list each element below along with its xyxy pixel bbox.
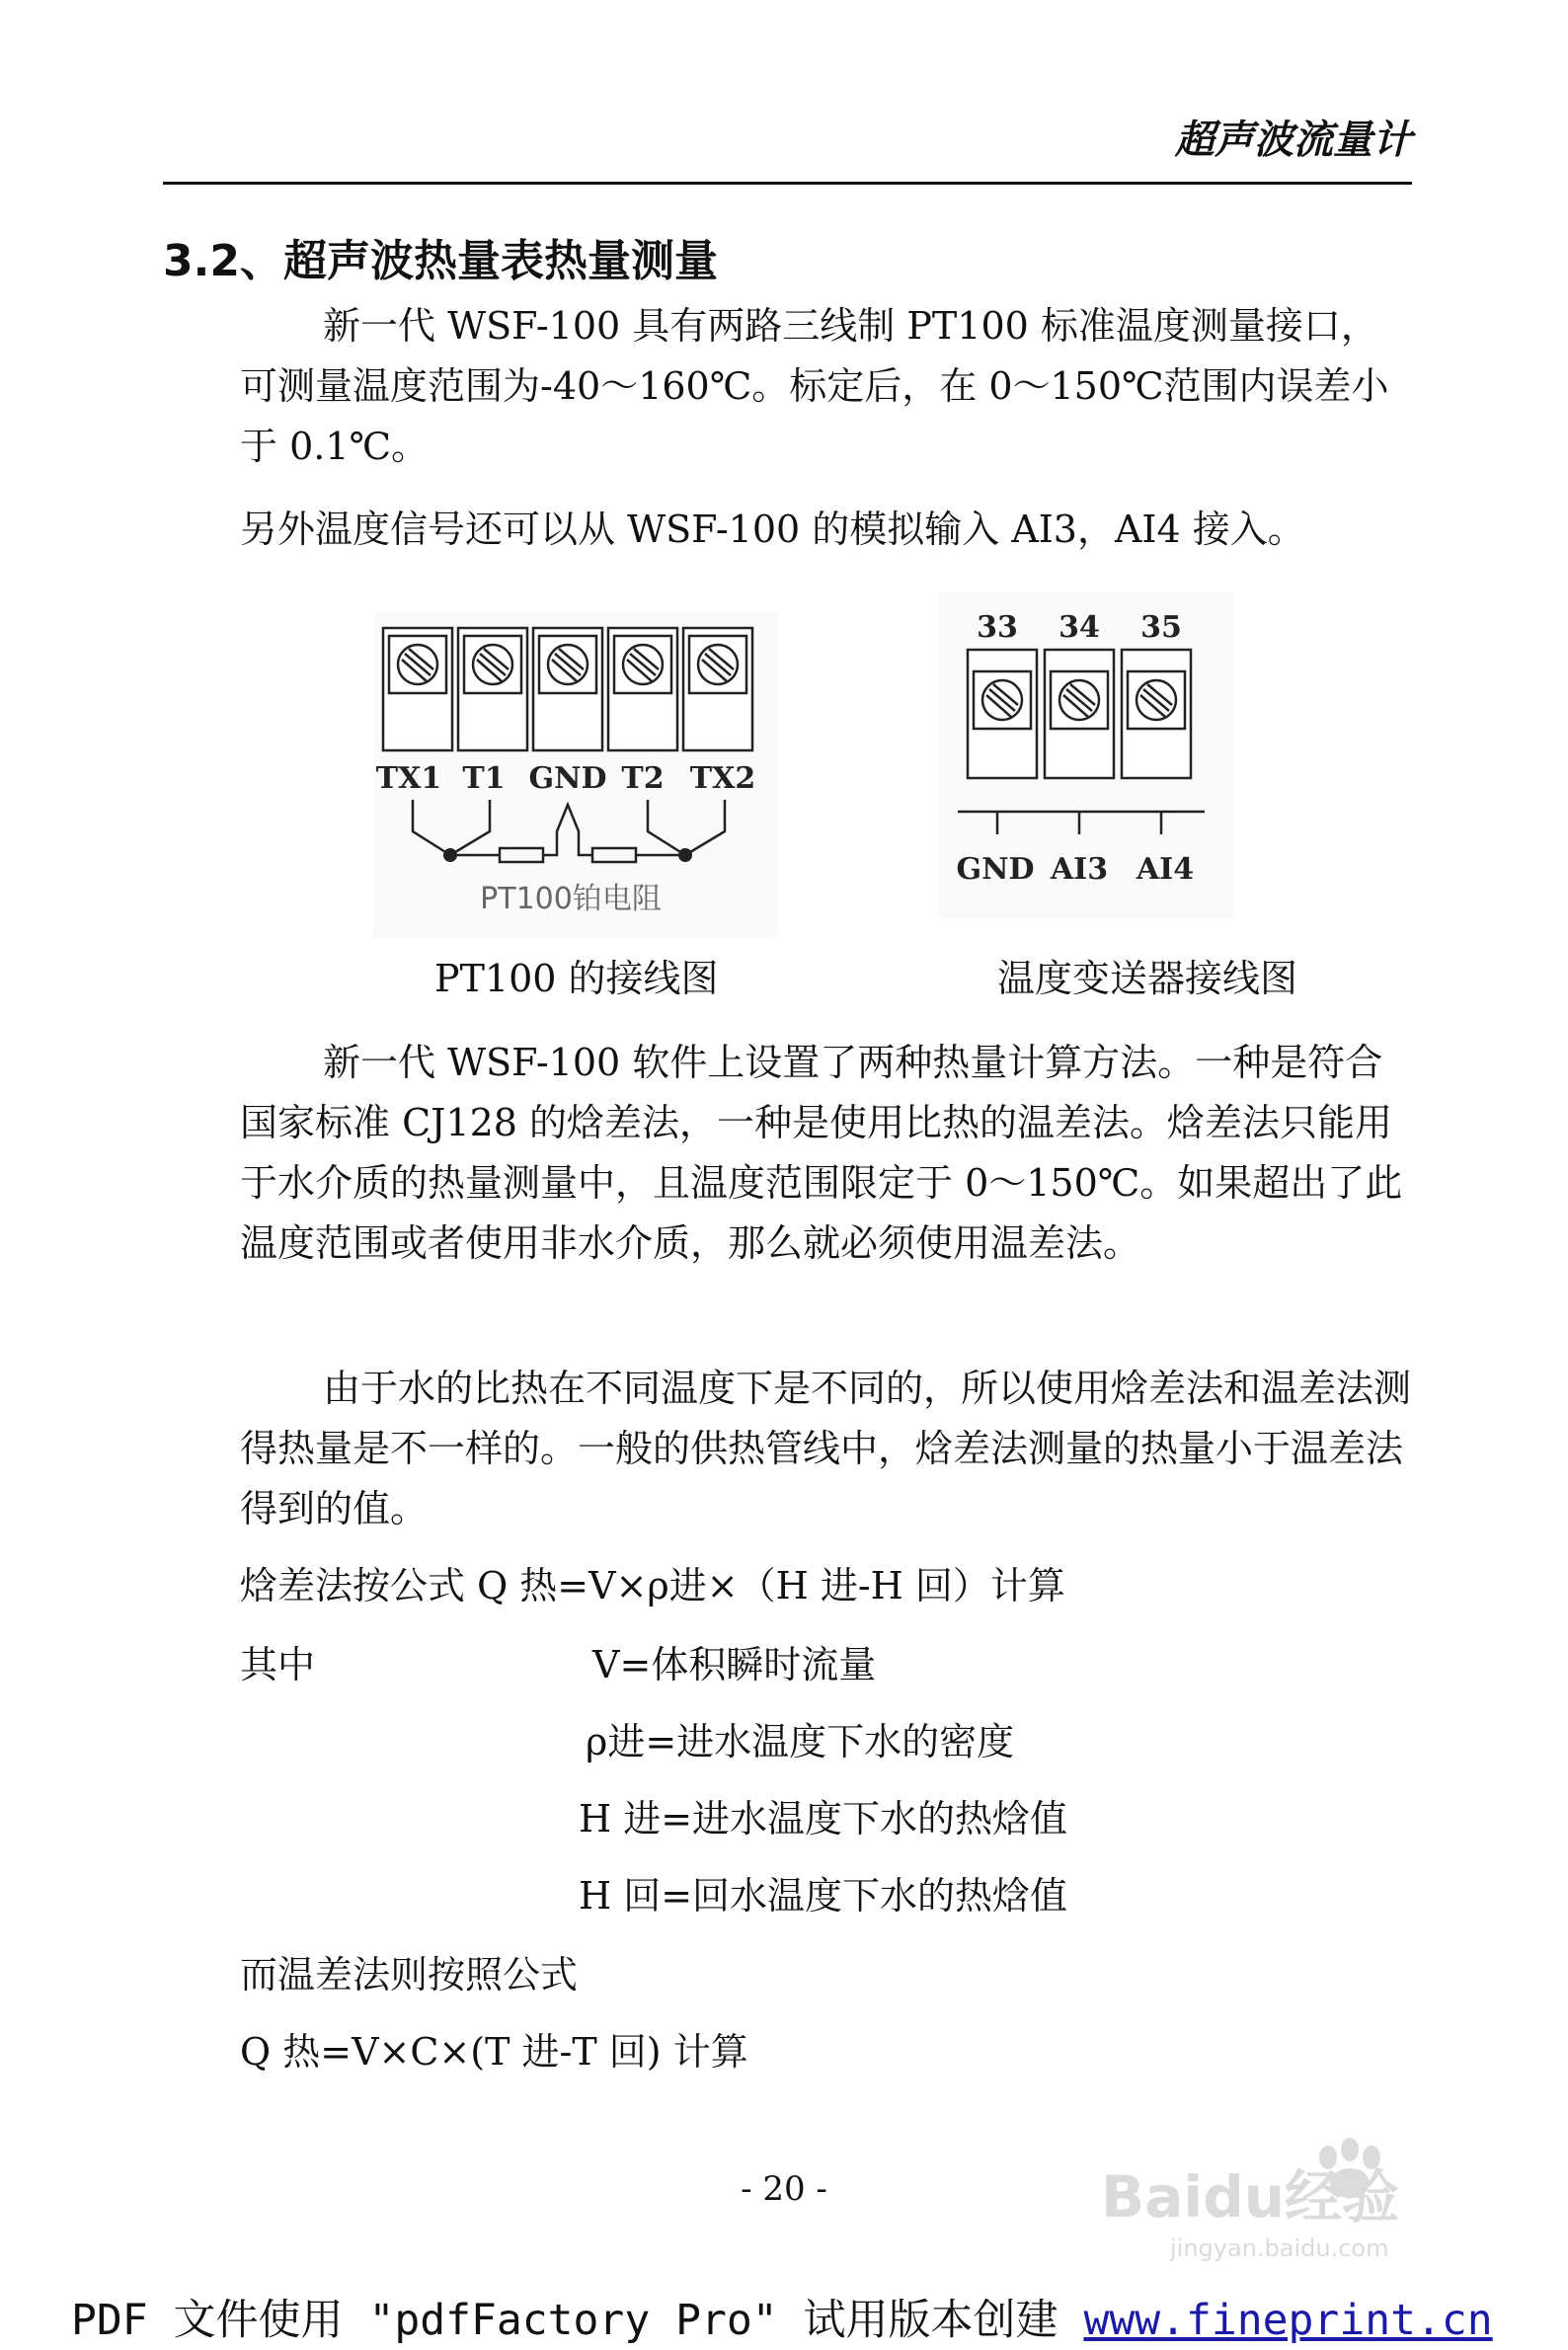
transmitter-diagram-caption: 温度变送器接线图	[997, 957, 1298, 1000]
transmitter-label-gnd: GND	[956, 852, 1035, 887]
header-divider	[163, 182, 1412, 185]
terminal-label-gnd: GND	[528, 761, 607, 796]
watermark-brand: Baidu经验	[1101, 2163, 1400, 2231]
terminal-screw-3	[533, 628, 602, 750]
transmitter-label-ai4: AI4	[1136, 852, 1195, 887]
pdf-footer	[71, 2287, 1493, 2347]
resistor-label: PT100铂电阻	[480, 882, 662, 916]
where-label: 其中	[240, 1643, 316, 1686]
terminal-label-t2: T2	[621, 761, 665, 796]
wire-t2	[648, 800, 685, 855]
header-title: 超声波流量计	[1175, 118, 1412, 163]
terminal-screw-2	[458, 628, 527, 750]
page-number: - 20 -	[741, 2169, 827, 2209]
enthalpy-formula: 焓差法按公式 Q 热=V×ρ进×（H 进-H 回）计算	[240, 1564, 1065, 1607]
paragraph-analog-input: 另外温度信号还可以从 WSF-100 的模拟输入 AI3，AI4 接入。	[240, 508, 1305, 551]
junction-left	[443, 848, 457, 862]
terminal-number-34: 34	[1058, 610, 1100, 645]
terminal-label-tx1: TX1	[375, 761, 442, 796]
footer-link[interactable]: www.fineprint.cn	[1083, 2296, 1493, 2345]
junction-right	[678, 848, 692, 862]
pt100-diagram-caption: PT100 的接线图	[434, 957, 719, 1000]
transmitter-screw-2	[1045, 650, 1114, 778]
terminal-label-tx2: TX2	[689, 761, 756, 796]
terminal-number-35: 35	[1140, 610, 1182, 645]
paragraph-calculation-methods: 新一代 WSF-100 软件上设置了两种热量计算方法。一种是符合国家标准 CJ128 的焓差法，一种是使用比热的温差法。焓差法只能用于水介质的热量测量中，且温度范围限定于 0～150℃。如果超出了此温度范围或者使用非水介质，那么就必须使用温差法。	[240, 1041, 1403, 1265]
definition-volume-flow: V=体积瞬时流量	[592, 1643, 877, 1686]
wire-tx2	[685, 800, 725, 855]
paragraph-pt100-interface: 新一代 WSF-100 具有两路三线制 PT100 标准温度测量接口，可测量温度范围为-40～160℃。标定后，在 0～150℃范围内误差小于 0.1℃。	[240, 304, 1389, 468]
resistor-left	[500, 848, 543, 862]
terminal-label-t1: T1	[462, 761, 506, 796]
footer-text: PDF 文件使用 "pdfFactory Pro" 试用版本创建	[71, 2296, 1058, 2345]
terminal-screw-1	[383, 628, 452, 750]
wire-gnd	[543, 805, 592, 855]
wire-tx1	[413, 800, 450, 855]
definition-enthalpy-return: H 回=回水温度下水的热焓值	[579, 1874, 1068, 1918]
transmitter-screw-1	[968, 650, 1037, 778]
resistor-right	[592, 848, 636, 862]
transmitter-screw-3	[1122, 650, 1191, 778]
section-heading: 3.2、超声波热量表热量测量	[163, 236, 718, 286]
transmitter-wiring-diagram	[938, 592, 1234, 918]
terminal-number-33: 33	[977, 610, 1018, 645]
paragraph-specific-heat: 由于水的比热在不同温度下是不同的，所以使用焓差法和温差法测得热量是不一样的。一般的供热管线中，焓差法测量的热量小于温差法得到的值。	[240, 1367, 1412, 1530]
pt100-wiring-diagram	[373, 612, 778, 938]
definition-density: ρ进=进水温度下水的密度	[586, 1720, 1015, 1763]
terminal-screw-4	[608, 628, 677, 750]
temp-diff-formula: Q 热=V×C×(T 进-T 回) 计算	[240, 2030, 748, 2074]
definition-enthalpy-in: H 进=进水温度下水的热焓值	[579, 1797, 1068, 1841]
baidu-watermark	[1091, 2118, 1466, 2266]
watermark-url: jingyan.baidu.com	[1170, 2234, 1389, 2262]
terminal-screw-5	[683, 628, 752, 750]
transmitter-label-ai3: AI3	[1050, 852, 1109, 887]
temp-diff-intro: 而温差法则按照公式	[240, 1953, 579, 1997]
wire-t1	[450, 800, 490, 855]
